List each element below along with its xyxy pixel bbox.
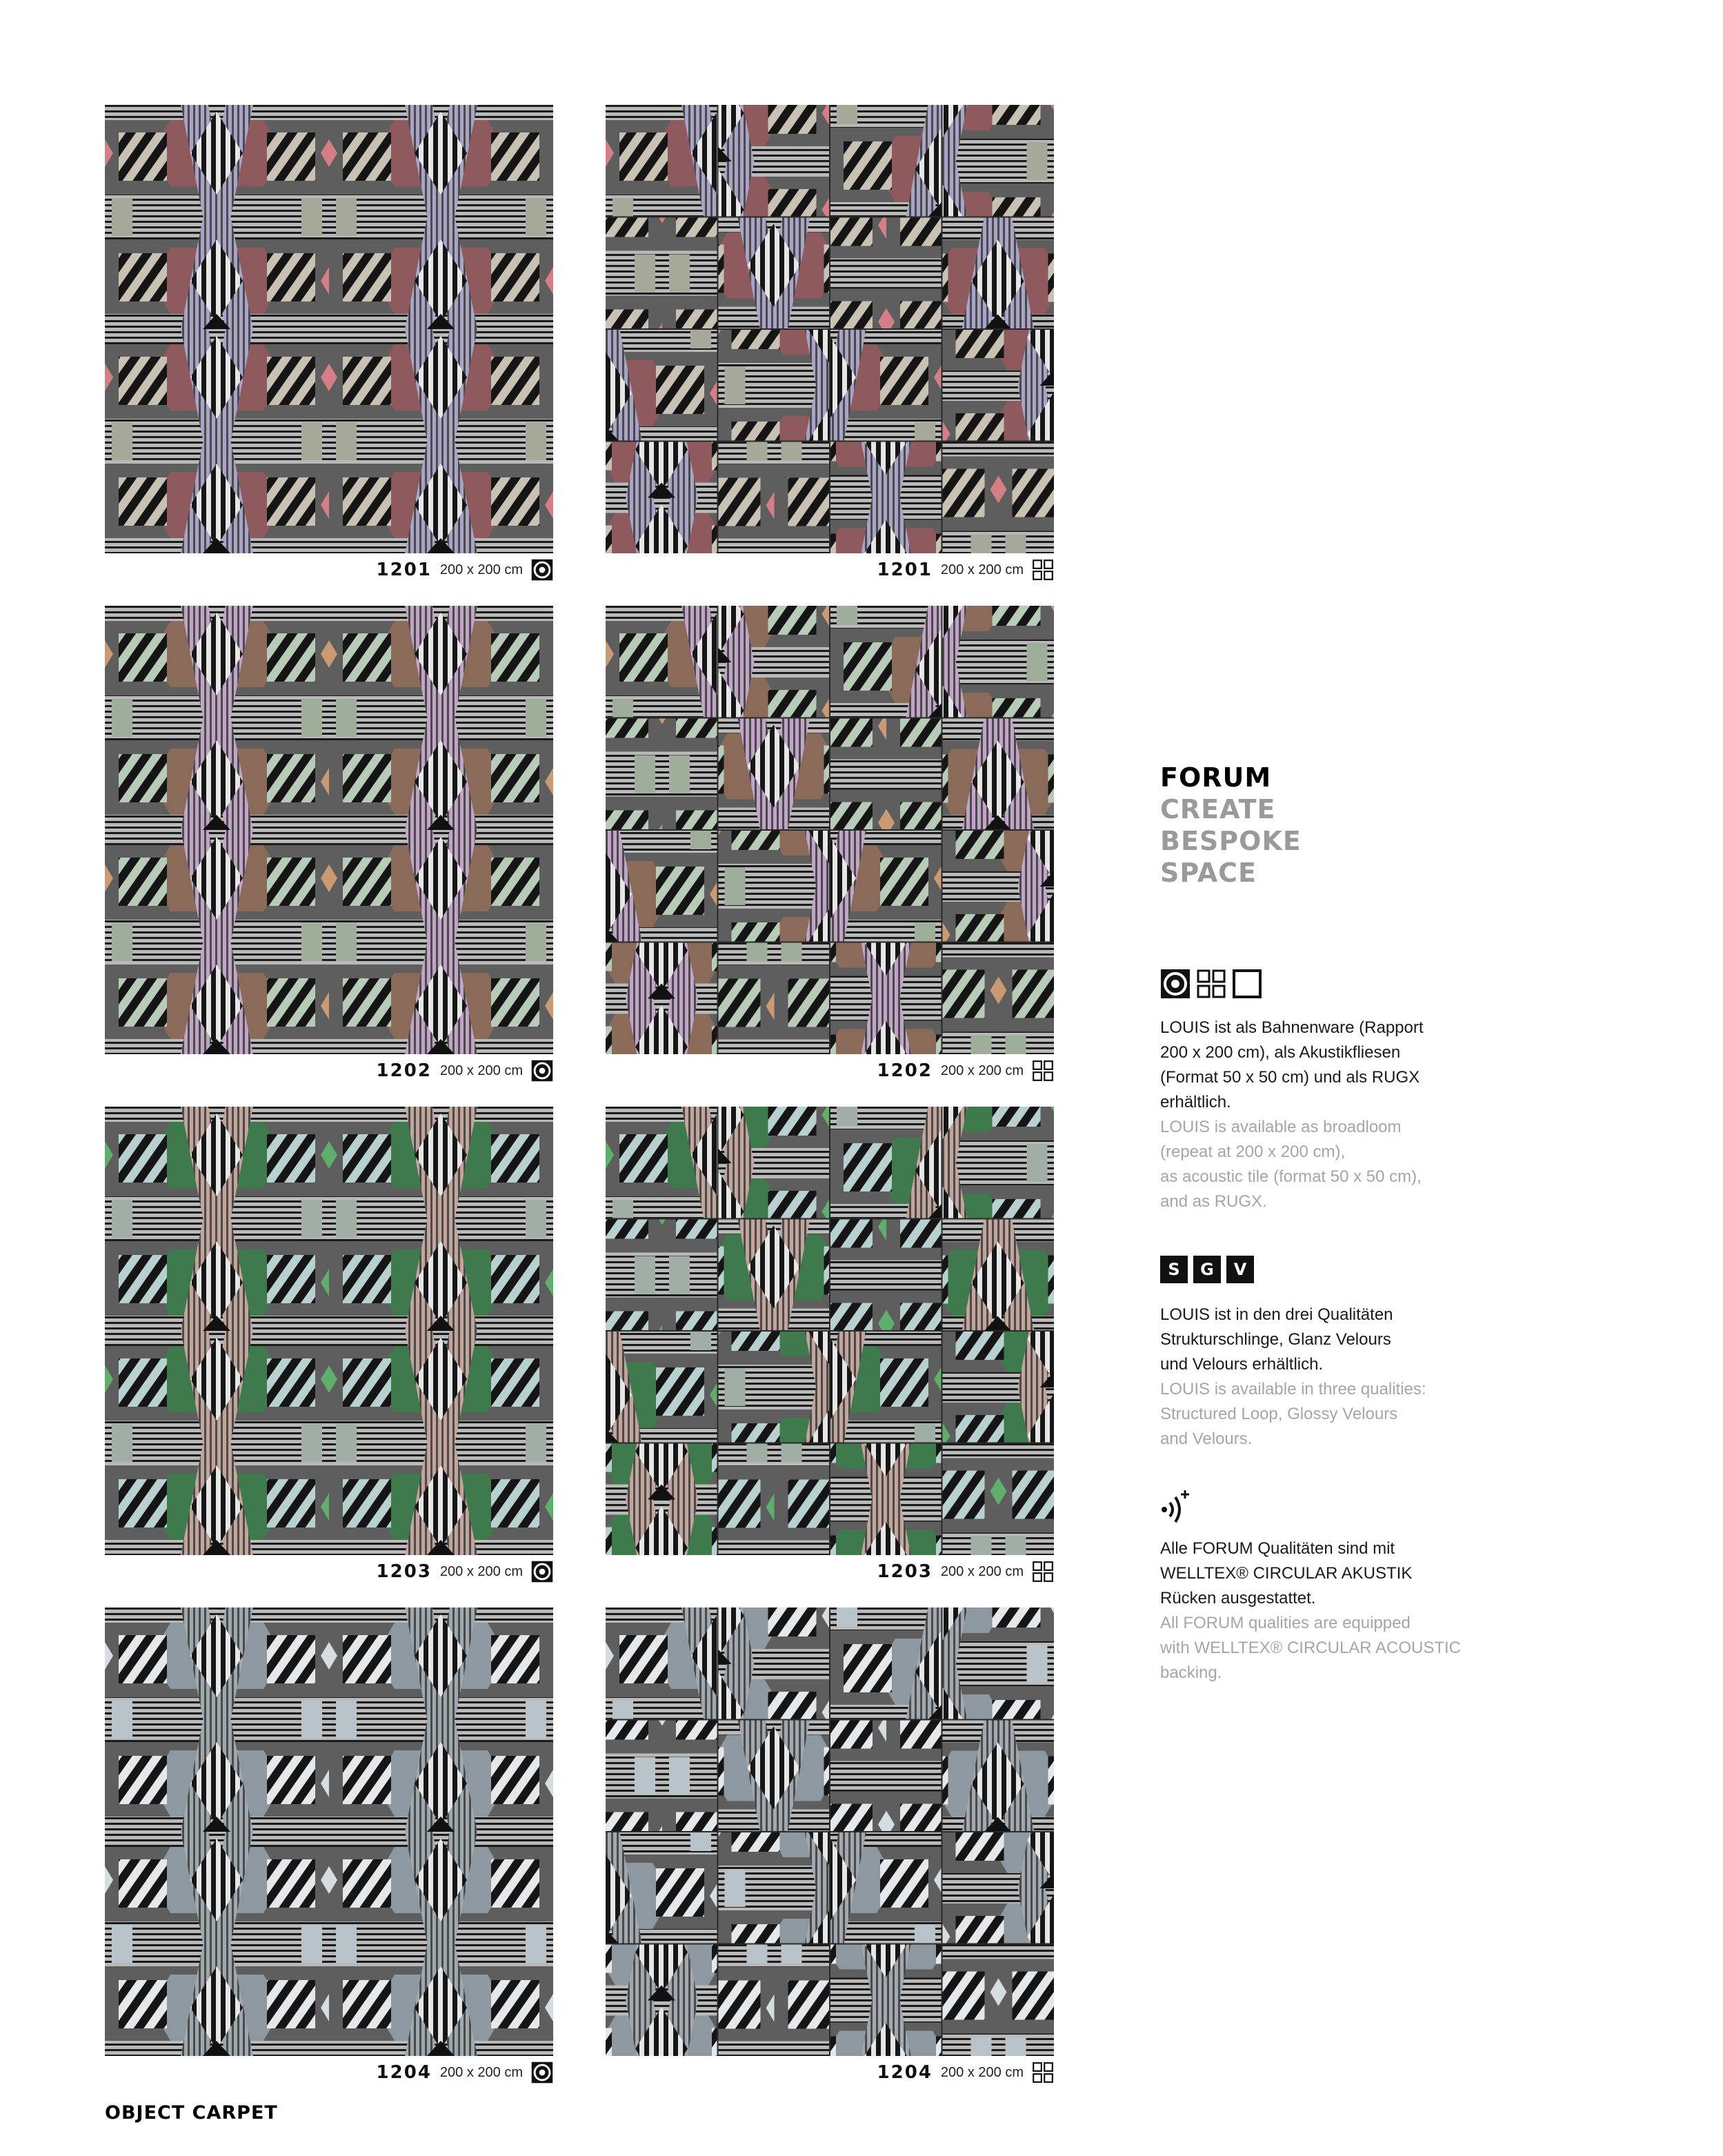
product-size: 200 x 200 cm bbox=[439, 562, 523, 577]
broadloom-icon bbox=[531, 2061, 553, 2084]
swatch-caption bbox=[606, 557, 1054, 582]
product-size: 200 x 200 cm bbox=[940, 1062, 1024, 1078]
product-code: 1203 bbox=[376, 1561, 432, 1582]
heading-line-bespoke: BESPOKE bbox=[1160, 826, 1302, 856]
product-size: 200 x 200 cm bbox=[940, 562, 1024, 577]
carpet-swatch-1201-tile bbox=[606, 105, 1054, 553]
swatch-caption bbox=[105, 557, 553, 582]
acoustic-text-en: All FORUM qualities are equipped with WELLTEX® CIRCULAR ACOUSTIC backing. bbox=[1160, 1614, 1461, 1682]
quality-badge-s: S bbox=[1160, 1256, 1188, 1283]
tile-icon bbox=[1032, 559, 1054, 581]
pattern-graphic bbox=[105, 1107, 553, 1555]
carpet-swatch-1201-broadloom bbox=[105, 105, 553, 553]
broadloom-icon bbox=[1160, 969, 1191, 999]
heading-line-forum: FORUM bbox=[1160, 762, 1272, 793]
pattern-graphic bbox=[606, 1107, 1054, 1555]
product-code: 1201 bbox=[877, 560, 933, 580]
swatch-caption bbox=[606, 1058, 1054, 1083]
qualities-text-en: LOUIS is available in three qualities: Structured Loop, Glossy Velours and Velours. bbox=[1160, 1380, 1426, 1448]
acoustic-section bbox=[1160, 1487, 1477, 1685]
pattern-graphic bbox=[606, 105, 1054, 553]
tile-icon bbox=[1032, 1561, 1054, 1583]
heading-line-create: CREATE bbox=[1160, 794, 1276, 824]
availability-icons bbox=[1160, 969, 1477, 999]
broadloom-icon bbox=[531, 1561, 553, 1583]
pattern-graphic bbox=[105, 105, 553, 553]
product-code: 1202 bbox=[877, 1060, 933, 1081]
rugx-icon bbox=[1232, 969, 1262, 999]
swatch-caption bbox=[105, 1058, 553, 1083]
carpet-swatch-1204-broadloom bbox=[105, 1608, 553, 2056]
carpet-swatch-1202-tile bbox=[606, 606, 1054, 1054]
quality-badge-g: G bbox=[1193, 1256, 1221, 1283]
pattern-graphic bbox=[105, 606, 553, 1054]
availability-section bbox=[1160, 969, 1477, 1214]
pattern-graphic bbox=[606, 606, 1054, 1054]
forum-heading bbox=[1160, 762, 1302, 889]
quality-badges bbox=[1160, 1256, 1477, 1283]
swatch-caption bbox=[105, 1559, 553, 1584]
tile-icon bbox=[1032, 2061, 1054, 2084]
pattern-graphic bbox=[105, 1608, 553, 2056]
product-code: 1202 bbox=[376, 1060, 432, 1081]
tile-icon bbox=[1196, 969, 1226, 999]
product-code: 1204 bbox=[877, 2062, 933, 2083]
product-size: 200 x 200 cm bbox=[439, 1062, 523, 1078]
swatch-caption bbox=[606, 1559, 1054, 1584]
carpet-swatch-1203-tile bbox=[606, 1107, 1054, 1555]
tile-icon bbox=[1032, 1060, 1054, 1082]
qualities-text-de: LOUIS ist in den drei Qualitäten Strukturschlinge, Glanz Velours und Velours erhältlich. bbox=[1160, 1305, 1393, 1374]
carpet-swatch-1204-tile bbox=[606, 1608, 1054, 2056]
carpet-swatch-1203-broadloom bbox=[105, 1107, 553, 1555]
acoustic-plus-icon bbox=[1160, 1487, 1193, 1523]
pattern-graphic bbox=[606, 1608, 1054, 2056]
swatch-caption bbox=[105, 2060, 553, 2085]
product-code: 1201 bbox=[376, 560, 432, 580]
product-size: 200 x 200 cm bbox=[439, 1563, 523, 1579]
broadloom-icon bbox=[531, 559, 553, 581]
availability-text-de: LOUIS ist als Bahnenware (Rapport 200 x 200 cm), als Akustikfliesen (Format 50 x 50 cm) und als RUGX erhältlich. bbox=[1160, 1018, 1424, 1111]
product-code: 1203 bbox=[877, 1561, 933, 1582]
quality-badge-v: V bbox=[1226, 1256, 1254, 1283]
product-size: 200 x 200 cm bbox=[940, 1563, 1024, 1579]
product-size: 200 x 200 cm bbox=[940, 2064, 1024, 2080]
acoustic-text-de: Alle FORUM Qualitäten sind mit WELLTEX® CIRCULAR AKUSTIK Rücken ausgestattet. bbox=[1160, 1539, 1413, 1608]
brand-footer: OBJECT CARPET bbox=[105, 2102, 278, 2124]
carpet-swatch-1202-broadloom bbox=[105, 606, 553, 1054]
qualities-section bbox=[1160, 1256, 1477, 1452]
heading-line-space: SPACE bbox=[1160, 858, 1257, 888]
product-code: 1204 bbox=[376, 2062, 432, 2083]
broadloom-icon bbox=[531, 1060, 553, 1082]
swatch-caption bbox=[606, 2060, 1054, 2085]
availability-text-en: LOUIS is available as broadloom (repeat at 200 x 200 cm), as acoustic tile (format 50 x 50 cm), and as RUGX. bbox=[1160, 1118, 1422, 1211]
product-size: 200 x 200 cm bbox=[439, 2064, 523, 2080]
